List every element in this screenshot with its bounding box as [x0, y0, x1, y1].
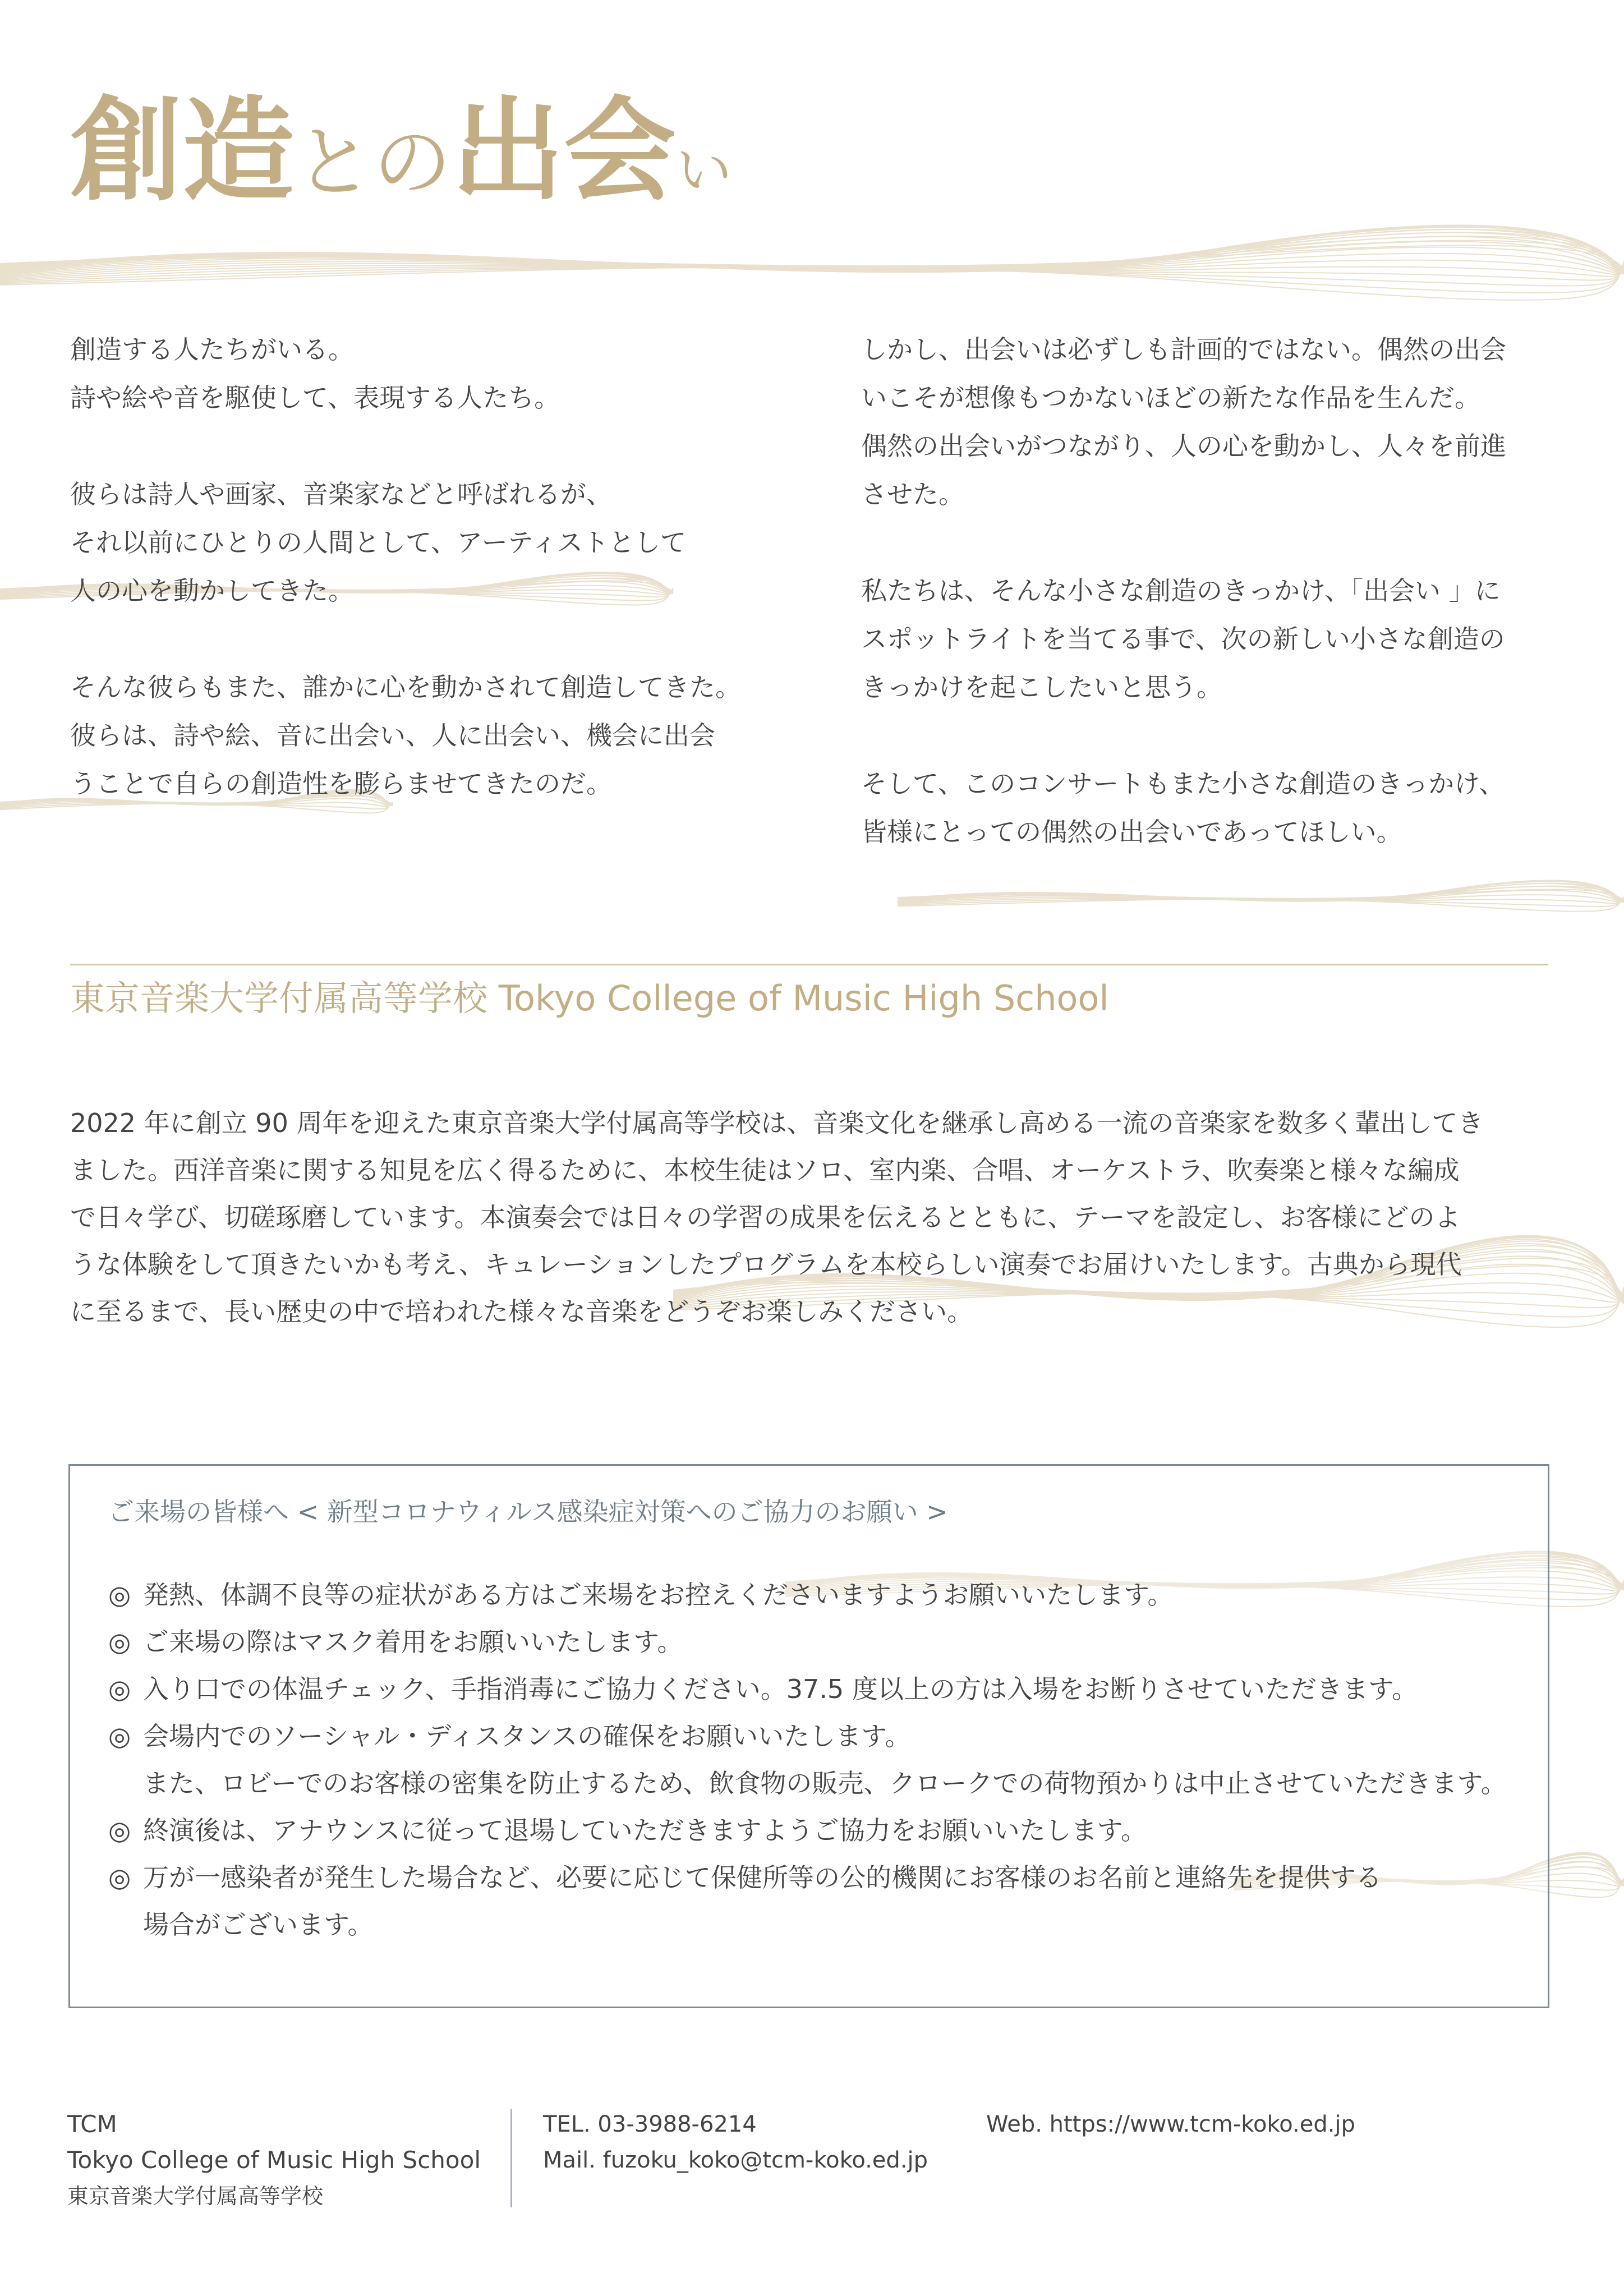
notice-item-text: 発熱、体調不良等の症状がある方はご来場をお控えくださいますようお願いいたします。	[143, 1580, 1174, 1610]
wave-line	[0, 261, 1624, 300]
title-part-2: との	[295, 117, 452, 209]
intro-line: スポットライトを当てる事で、次の新しい小さな創造の	[861, 624, 1505, 654]
intro-line: 私たちは、そんな小さな創造のきっかけ、「出会い 」に	[861, 576, 1501, 606]
notice-item-text: 終演後は、アナウンスに従って退場していただきますようご協力をお願いいたします。	[143, 1815, 1147, 1846]
school-description-line: ました。西洋音楽に関する知見を広く得るために、本校生徒はソロ、室内楽、合唱、オーケストラ、吹奏楽と様々な編成	[70, 1155, 1460, 1185]
double-circle-bullet-icon: ◎	[108, 1815, 131, 1846]
intro-line: 偶然の出会いがつながり、人の心を動かし、人々を前進	[861, 431, 1506, 461]
notice-item-continuation: また、ロビーでのお客様の密集を防止するため、飲食物の販売、クロークでの荷物預かりは中止させていただきます。	[143, 1768, 1507, 1798]
wave-line	[0, 237, 1624, 276]
school-description-line: に至るまで、長い歴史の中で培われた様々な音楽をどうぞお楽しみください。	[70, 1296, 973, 1327]
intro-line: うことで自らの創造性を膨らませてきたのだ。	[70, 769, 612, 799]
covid-notice-box	[68, 1464, 1549, 2008]
notice-item-text: ご来場の際はマスク着用をお願いいたします。	[143, 1627, 683, 1657]
notice-item-text: 会場内でのソーシャル・ディスタンスの確保をお願いいたします。	[143, 1721, 911, 1751]
wave-line	[0, 265, 1624, 281]
intro-right-column	[861, 325, 1590, 904]
footer-school-name-jp: 東京音楽大学付属高等学校	[67, 2184, 324, 2208]
notice-item	[108, 1665, 1533, 1713]
intro-paragraph	[70, 325, 799, 422]
footer-web[interactable]: Web. https://www.tcm-koko.ed.jp	[986, 2111, 1355, 2137]
wave-line	[0, 260, 1624, 280]
notice-item-text: 万が一感染者が発生した場合など、必要に応じて保健所等の公的機関にお客様のお名前と連絡先を提供する	[143, 1862, 1382, 1893]
intro-line: いこそが想像もつかないほどの新たな作品を生んだ。	[861, 383, 1480, 413]
footer-abbreviation: TCM	[67, 2110, 117, 2138]
wave-line	[0, 263, 1624, 293]
wave-line	[0, 233, 1624, 275]
school-description-line: で日々学び、切磋琢磨しています。本演奏会では日々の学習の成果を伝えるとともに、テーマを設定し、お客様にどのよ	[70, 1202, 1461, 1232]
intro-line: きっかけを起こしたいと思う。	[861, 672, 1222, 702]
double-circle-bullet-icon: ◎	[108, 1674, 131, 1704]
footer-school-info	[67, 2106, 481, 2214]
intro-line: 皆様にとっての偶然の出会いであってほしい。	[861, 817, 1402, 847]
wave-line	[0, 242, 1624, 277]
notice-heading: ご来場の皆様へ < 新型コロナウィルス感染症対策へのご協力のお願い >	[108, 1497, 948, 1527]
footer-divider	[510, 2109, 512, 2207]
notice-item	[108, 1618, 1533, 1665]
footer-school-name-en: Tokyo College of Music High School	[67, 2146, 481, 2174]
double-circle-bullet-icon: ◎	[108, 1627, 131, 1657]
wave-line	[0, 232, 1624, 271]
notice-item	[108, 1807, 1533, 1854]
intro-paragraph	[70, 663, 799, 808]
wave-line	[0, 247, 1624, 278]
intro-paragraph	[861, 325, 1590, 518]
intro-left-column	[70, 325, 799, 856]
intro-line: そして、このコンサートもまた小さな創造のきっかけ、	[861, 769, 1505, 799]
wave-line	[0, 265, 1624, 282]
intro-line: 彼らは、詩や絵、音に出会い、人に出会い、機会に出会	[70, 720, 715, 751]
intro-line: 人の心を動かしてきた。	[70, 576, 354, 606]
notice-list	[108, 1571, 1533, 1948]
intro-paragraph	[861, 567, 1590, 711]
intro-line: 創造する人たちがいる。	[70, 334, 354, 365]
title-part-4: い	[676, 137, 733, 203]
double-circle-bullet-icon: ◎	[108, 1721, 131, 1751]
footer-mail[interactable]: Mail. fuzoku_koko@tcm-koko.ed.jp	[543, 2147, 928, 2173]
double-circle-bullet-icon: ◎	[108, 1580, 131, 1610]
intro-line: させた。	[861, 479, 964, 509]
title-part-3: 出会	[452, 86, 677, 217]
wave-line	[0, 236, 1624, 270]
intro-paragraph	[70, 470, 799, 615]
section-divider	[70, 964, 1548, 965]
wave-line	[0, 264, 1624, 286]
notice-item	[108, 1571, 1533, 1618]
wave-line	[0, 254, 1624, 279]
school-heading: 東京音楽大学付属高等学校 Tokyo College of Music High School	[70, 978, 1109, 1019]
school-description-line: うな体験をして頂きたいかも考え、キュレーションしたプログラムを本校らしい演奏でお届けいたします。古典から現代	[70, 1249, 1462, 1280]
notice-item-continuation: 場合がございます。	[143, 1910, 374, 1940]
intro-line: 詩や絵や音を駆使して、表現する人たち。	[70, 383, 560, 413]
intro-line: そんな彼らもまた、誰かに心を動かされて創造してきた。	[70, 672, 741, 702]
school-description-line: 2022 年に創立 90 周年を迎えた東京音楽大学付属高等学校は、音楽文化を継承し高める一流の音楽家を数多く輩出してき	[70, 1108, 1484, 1138]
double-circle-bullet-icon: ◎	[108, 1862, 131, 1893]
footer-tel: TEL. 03-3988-6214	[543, 2111, 757, 2137]
intro-paragraph	[861, 760, 1590, 856]
intro-line: それ以前にひとりの人間として、アーティストとして	[70, 527, 687, 558]
intro-line: しかし、出会いは必ずしも計画的ではない。偶然の出会	[861, 334, 1506, 365]
notice-item	[108, 1713, 1533, 1807]
page-title	[70, 84, 732, 238]
school-description	[70, 1099, 1551, 1335]
notice-item	[108, 1854, 1533, 1948]
wave-line	[0, 245, 1624, 268]
title-part-1: 創造	[70, 86, 295, 217]
notice-item-text: 入り口での体温チェック、手指消毒にご協力ください。37.5 度以上の方は入場をお断りさせていただきます。	[143, 1674, 1418, 1704]
intro-line: 彼らは詩人や画家、音楽家などと呼ばれるが、	[70, 479, 612, 509]
footer-contact	[543, 2106, 928, 2178]
wave-line	[0, 241, 1624, 269]
